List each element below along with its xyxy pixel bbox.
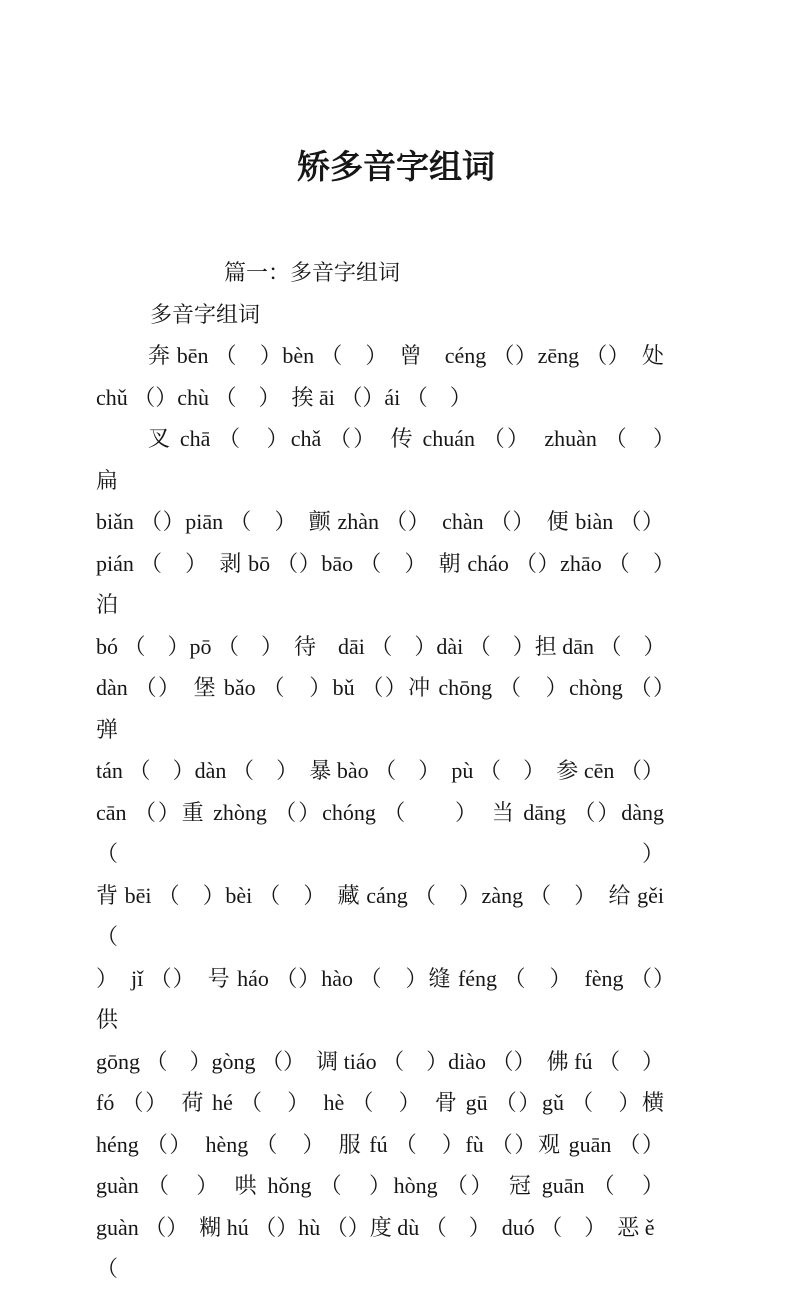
text-line: bó （ ）pō （ ） 待 dāi （ ）dài （ ）担 dān （ ）	[96, 633, 666, 659]
text-line: guàn （） 糊 hú （）hù （）度 dù （ ） duó （ ） 恶 ě （	[96, 1214, 661, 1281]
text-line: tán （ ）dàn （ ） 暴 bào （ ） pù （ ） 参 cēn （）	[96, 758, 664, 783]
text-line: héng （） hèng （ ） 服 fú （ ）fù （）观 guān （）	[96, 1131, 664, 1157]
text-line: 叉 chā （ ）chǎ （） 传 chuán （） zhuàn （ ） 扁	[96, 426, 687, 493]
text-line: cān （）重 zhòng （）chóng （ ） 当 dāng （）dàng （）	[96, 799, 670, 866]
text-line: 背 bēi （ ）bèi （ ） 藏 cáng （ ）zàng （ ） 给 gěi （	[96, 882, 670, 949]
text-line: biǎn （）piān （ ） 颤 zhàn （） chàn （） 便 biàn （）	[96, 509, 664, 534]
text-line: ） jǐ （） 号 háo （）hào （ ）缝 féng （ ） fèng （） 供	[96, 965, 687, 1032]
section-subheading: 多音字组词	[150, 301, 261, 327]
text-line: chǔ （）chù （ ） 挨 āi （）ái （ ）	[96, 384, 472, 410]
section-heading: 篇一：多音字组词	[224, 260, 401, 285]
document-title: 矫多音字组词	[297, 150, 495, 186]
text-line: guàn （ ） 哄 hǒng （ ）hòng （） 冠 guān （ ）	[96, 1173, 664, 1198]
document-body	[96, 252, 687, 1290]
text-line: 奔 bēn （ ）bèn （ ） 曾 céng （）zēng （） 处	[148, 343, 664, 368]
text-line: pián （ ） 剥 bō （）bāo （ ） 朝 cháo （）zhāo （ ） 泊	[96, 550, 687, 617]
text-line: fó （） 荷 hé （ ） hè （ ） 骨 gū （）gǔ （ ）横	[96, 1090, 664, 1115]
text-line: dàn （） 堡 bǎo （ ）bǔ （）冲 chōng （ ）chòng （） 弹	[96, 675, 687, 742]
text-line: gōng （ ）gòng （） 调 tiáo （ ）diào （） 佛 fú （ ）	[96, 1048, 664, 1074]
